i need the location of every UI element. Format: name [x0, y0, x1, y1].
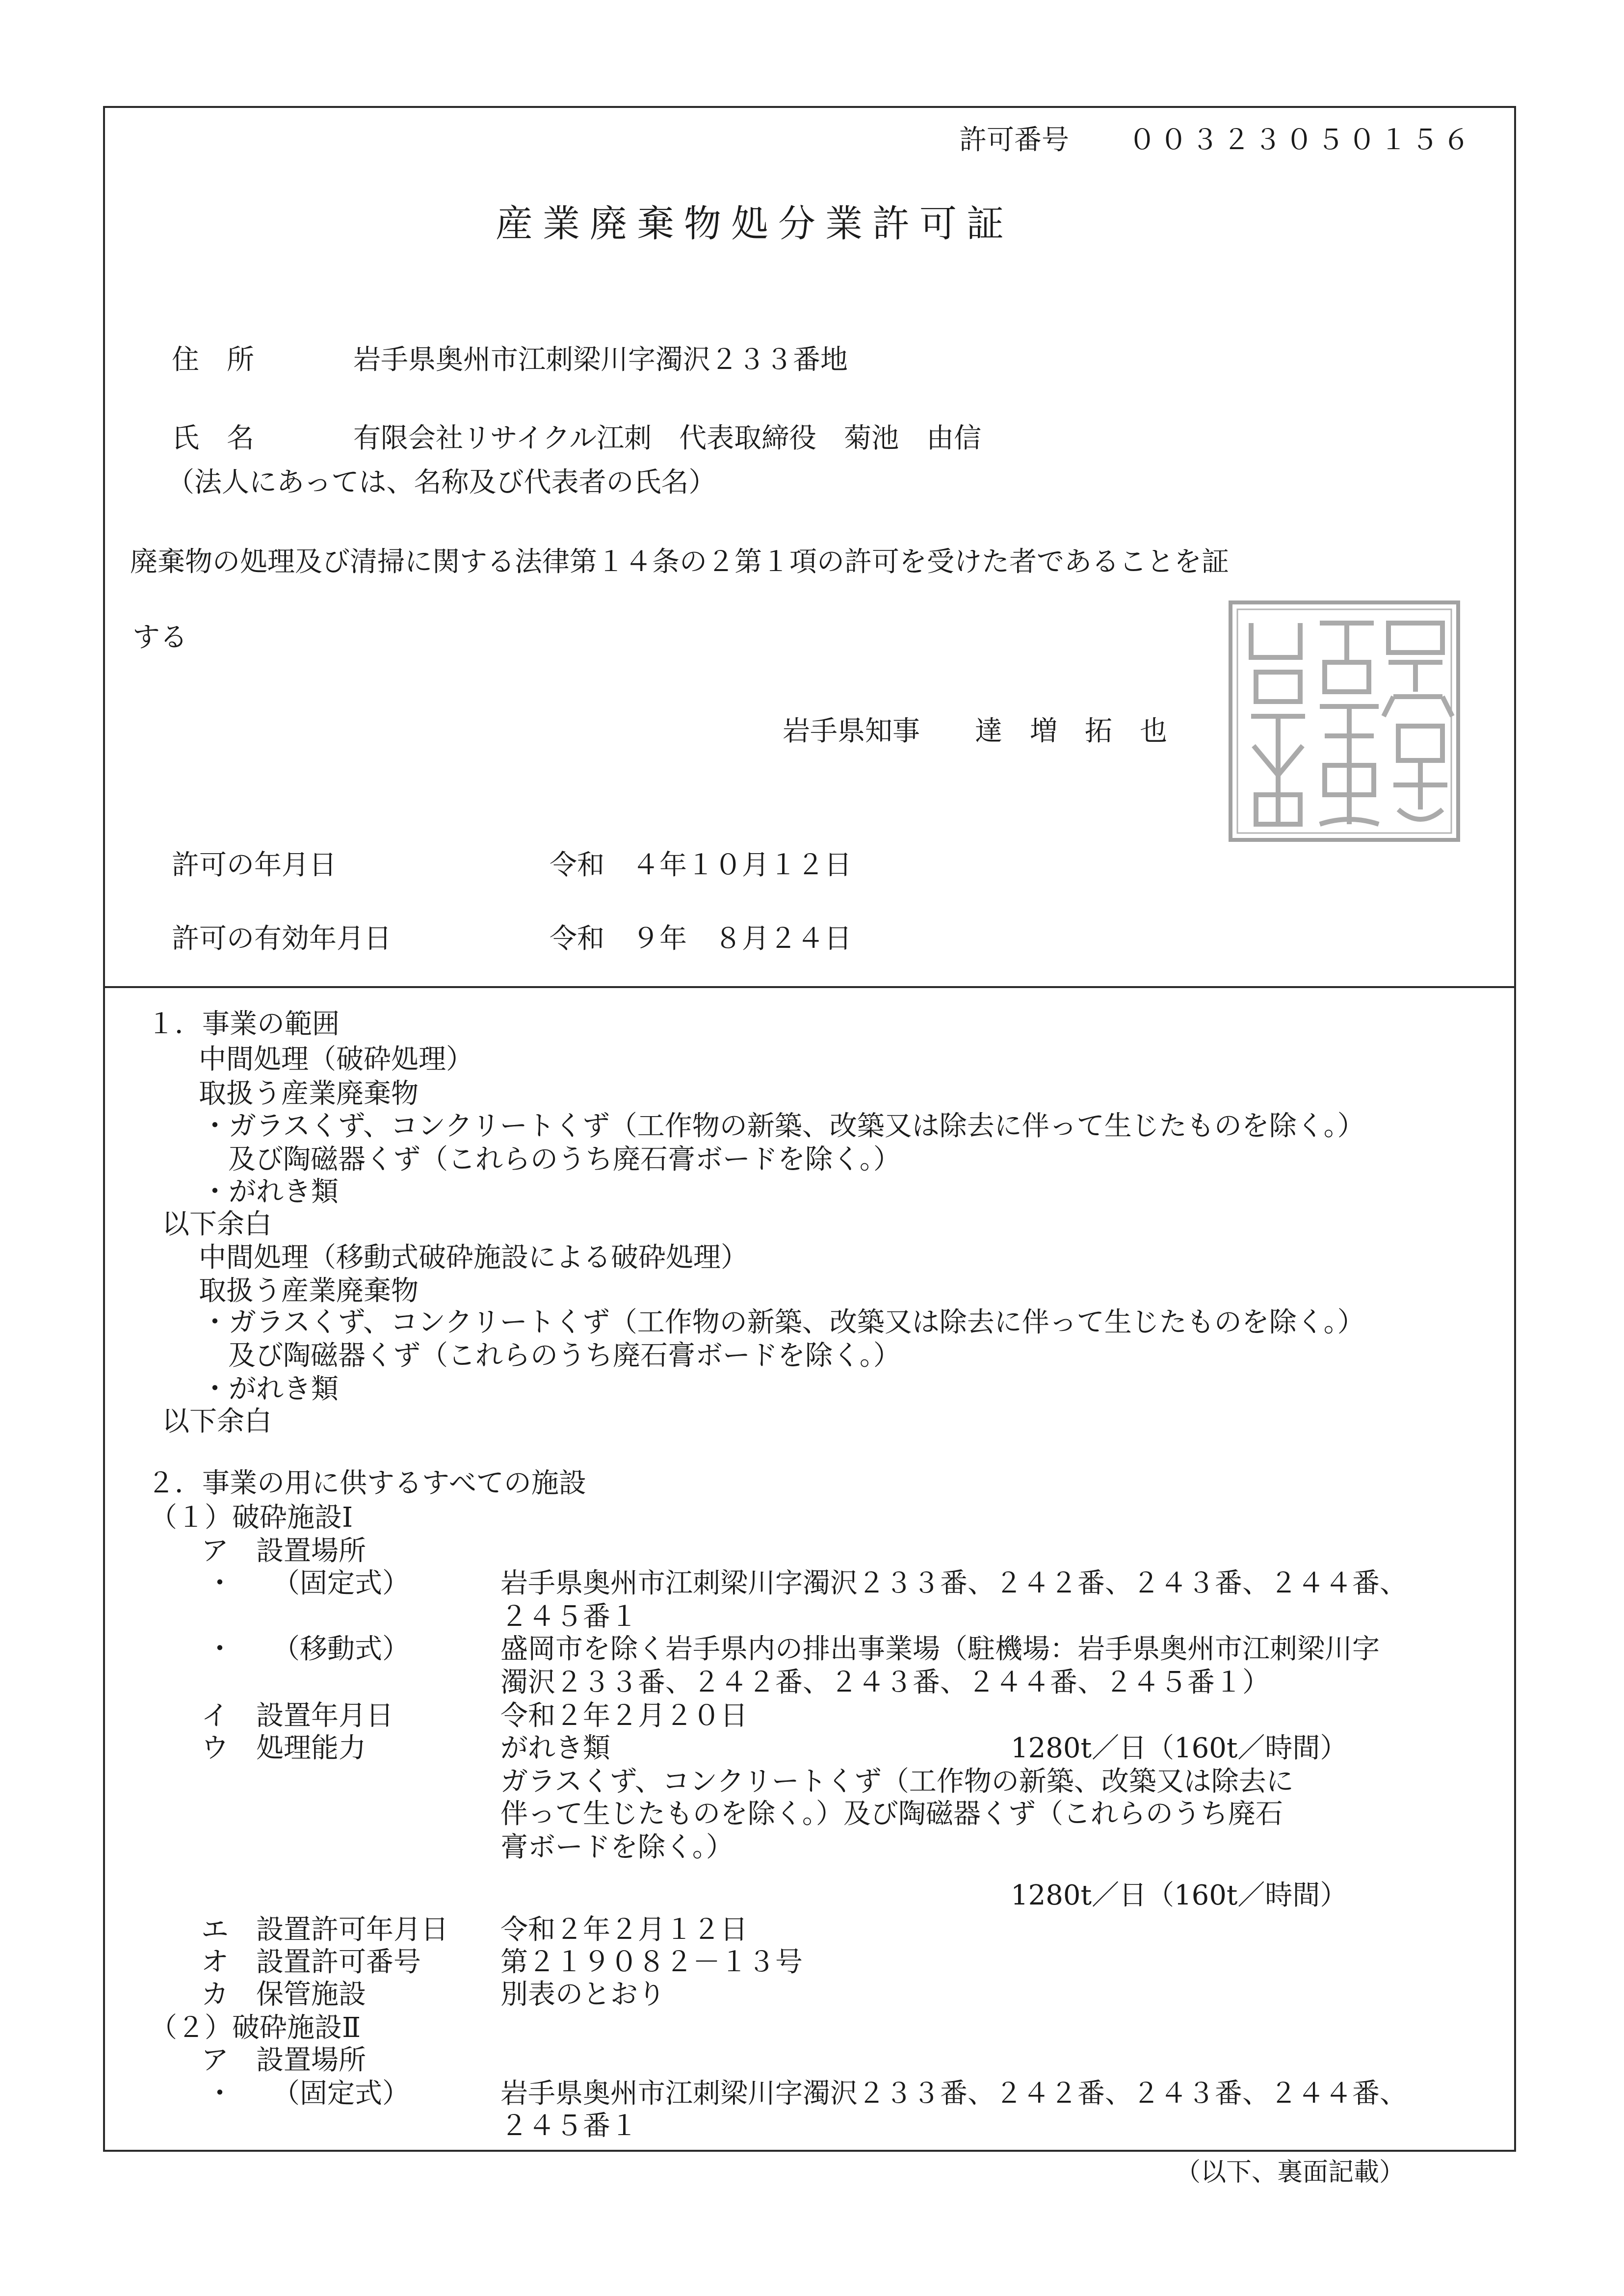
name-note: （法人にあっては、名称及び代表者の氏名） — [167, 467, 716, 498]
capacity-value2: 1280t／日（160t／時間） — [1011, 1879, 1348, 1911]
scope-line: 及び陶磁器くず（これらのうち廃石膏ボードを除く。） — [228, 1144, 901, 1175]
facility2-fixed-label: （固定式） — [272, 2078, 410, 2110]
scope-line: 及び陶磁器くず（これらのうち廃石膏ボードを除く。） — [228, 1340, 901, 1372]
permit-date-value: 令和２年２月１２日 — [500, 1914, 748, 1946]
install-date-label: イ 設置年月日 — [201, 1700, 393, 1732]
address-label: 住 所 — [172, 344, 254, 376]
mobile-type-label: （移動式） — [272, 1633, 410, 1665]
facility2-location-heading: ア 設置場所 — [201, 2044, 366, 2076]
issue-date-label: 許可の年月日 — [172, 849, 337, 881]
permit-date-label: エ 設置許可年月日 — [201, 1914, 448, 1946]
facility2-label: （２）破砕施設Ⅱ — [150, 2012, 361, 2044]
bullet-dot: ・ — [206, 1567, 234, 1599]
capacity-item2-line3: 膏ボードを除く。） — [500, 1831, 733, 1863]
name-value: 有限会社リサイクル江刺 代表取締役 菊池 由信 — [353, 422, 982, 454]
issue-date-value: 令和 ４年１０月１２日 — [550, 849, 852, 881]
name-label: 氏 名 — [172, 422, 254, 454]
document-title: 産業廃棄物処分業許可証 — [496, 202, 1014, 245]
expiry-date-value: 令和 ９年 ８月２４日 — [550, 923, 852, 955]
bullet-dot: ・ — [206, 1633, 234, 1665]
continued-note: （以下、裏面記載） — [1175, 2158, 1405, 2187]
capacity-item1: がれき類 — [500, 1732, 610, 1764]
permit-number-value: ００３２３０５０１５６ — [1128, 124, 1474, 156]
governor-name: 岩手県知事 達 増 拓 也 — [783, 715, 1167, 747]
scope-line: 取扱う産業廃棄物 — [199, 1275, 419, 1307]
scope-line: ・ガラスくず、コンクリートくず（工作物の新築、改築又は除去に伴って生じたものを除く。） — [201, 1110, 1365, 1142]
official-seal — [1227, 599, 1462, 844]
section1-heading: １．事業の範囲 — [147, 1008, 340, 1040]
install-date-value: 令和２年２月２０日 — [500, 1700, 748, 1732]
fixed-location-line1: 岩手県奥州市江刺梁川字濁沢２３３番、２４２番、２４３番、２４４番、 — [500, 1567, 1407, 1599]
facility1-location-heading: ア 設置場所 — [201, 1535, 366, 1567]
scope-line: ・ガラスくず、コンクリートくず（工作物の新築、改築又は除去に伴って生じたものを除く。） — [201, 1306, 1365, 1338]
facility2-fixed-line2: ２４５番１ — [500, 2110, 638, 2142]
section-divider — [103, 986, 1516, 988]
capacity-label: ウ 処理能力 — [201, 1732, 366, 1764]
scope-line: 中間処理（移動式破砕施設による破砕処理） — [199, 1242, 748, 1274]
scope-line: 以下余白 — [162, 1406, 272, 1437]
permit-number-label: 許可番号 — [959, 124, 1069, 156]
fixed-location-line2: ２４５番１ — [500, 1601, 638, 1633]
scope-line: ・がれき類 — [201, 1176, 339, 1208]
storage-value: 別表のとおり — [500, 1979, 665, 2010]
fixed-type-label: （固定式） — [272, 1567, 410, 1599]
capacity-item2-line2: 伴って生じたものを除く。）及び陶磁器くず（これらのうち廃石 — [500, 1798, 1283, 1830]
bullet-dot: ・ — [206, 2078, 234, 2110]
address-value: 岩手県奥州市江刺梁川字濁沢２３３番地 — [353, 344, 848, 376]
permit-number-heading: オ 設置許可番号 — [201, 1946, 421, 1978]
certification-text-line2: する — [132, 622, 187, 653]
certification-text-line1: 廃棄物の処理及び清掃に関する法律第１４条の２第１項の許可を受けた者であることを証 — [130, 546, 1229, 578]
capacity-value1: 1280t／日（160t／時間） — [1011, 1732, 1348, 1764]
facility2-fixed-line1: 岩手県奥州市江刺梁川字濁沢２３３番、２４２番、２４３番、２４４番、 — [500, 2078, 1407, 2110]
capacity-item2-line1: ガラスくず、コンクリートくず（工作物の新築、改築又は除去に — [500, 1766, 1294, 1798]
scope-line: ・がれき類 — [201, 1373, 339, 1405]
section2-heading: ２．事業の用に供するすべての施設 — [147, 1467, 586, 1499]
mobile-location-line2: 濁沢２３３番、２４２番、２４３番、２４４番、２４５番１） — [500, 1667, 1270, 1698]
expiry-date-label: 許可の有効年月日 — [172, 923, 392, 955]
facility1-label: （１）破砕施設Ⅰ — [150, 1502, 353, 1534]
facility-permit-number: 第２１９０８２－１３号 — [500, 1946, 803, 1978]
scope-line: 取扱う産業廃棄物 — [199, 1078, 419, 1110]
scope-line: 中間処理（破砕処理） — [199, 1044, 473, 1075]
scope-line: 以下余白 — [162, 1208, 272, 1240]
storage-label: カ 保管施設 — [201, 1979, 366, 2010]
mobile-location-line1: 盛岡市を除く岩手県内の排出事業場（駐機場：岩手県奥州市江刺梁川字 — [500, 1633, 1380, 1665]
